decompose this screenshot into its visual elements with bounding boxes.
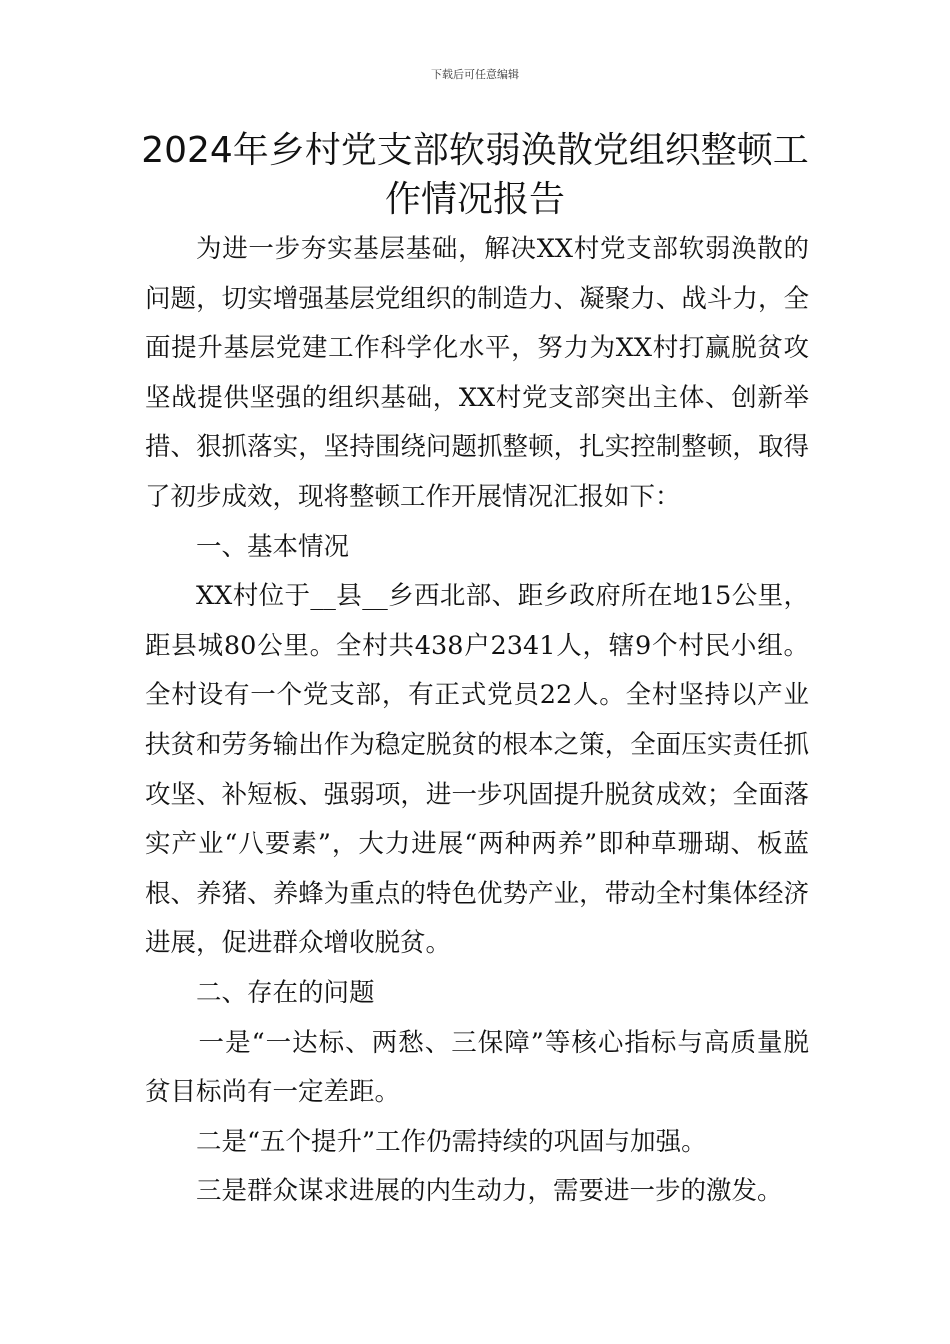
document-title: 2024年乡村党支部软弱涣散党组织整顿工作情况报告 <box>141 130 809 220</box>
document-body <box>145 225 809 1217</box>
problem-item-2: 二是“五个提升”工作仍需持续的巩固与加强。 <box>196 1126 707 1157</box>
section-heading-basic: 一、基本情况 <box>196 531 350 562</box>
intro-paragraph: 为进一步夯实基层基础，解决XX村党支部软弱涣散的问题，切实增强基层党组织的制造力、凝聚力、战斗力，全面提升基层党建工作科学化水平，努力为XX村打赢脱贫攻坚战提供坚强的组织基础，XX村党支部突出主体、创新举措、狠抓落实，坚持围绕问题抓整顿，扎实控制整顿，取得了初步成效，现将整顿工作开展情况汇报如下： <box>145 234 809 512</box>
header-note: 下载后可任意编辑 <box>431 68 519 81</box>
problem-item-1: 一是“一达标、两愁、三保障”等核心指标与高质量脱贫目标尚有一定差距。 <box>145 1027 809 1108</box>
basic-situation-paragraph: XX村位于__县__乡西北部、距乡政府所在地15公里，距县城80公里。全村共438户2341人，辖9个村民小组。全村设有一个党支部，有正式党员22人。全村坚持以产业扶贫和劳务输出作为稳定脱贫的根本之策，全面压实责任抓攻坚、补短板、强弱项，进一步巩固提升脱贫成效；全面落实产业“八要素”，大力进展“两种两养”即种草珊瑚、板蓝根、养猪、养蜂为重点的特色优势产业，带动全村集体经济进展，促进群众增收脱贫。 <box>145 581 809 959</box>
section-heading-problems: 二、存在的问题 <box>196 977 375 1008</box>
problem-item-3: 三是群众谋求进展的内生动力，需要进一步的激发。 <box>196 1176 783 1207</box>
